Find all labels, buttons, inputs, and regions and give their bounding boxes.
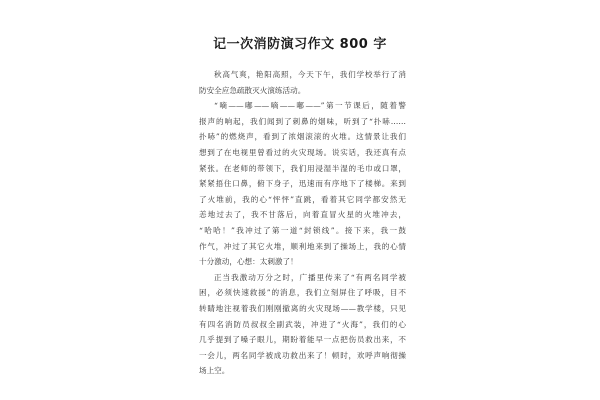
essay-line: “哈哈！”我冲过了第一道“封锁线”。接下来，我一鼓 [199,225,406,235]
essay-line: 场上空。 [199,366,230,376]
essay-line: 恙地过去了，我不甘落后，向着直冒火星的火堆冲去， [199,210,406,220]
essay-line: 扑哧”的燃烧声，看到了浓烟滚滚的火堆。这情景让我们 [199,132,406,142]
essay-body [199,67,406,379]
essay-line: 转睛地注视着我们刚刚撤离的火灾现场——教学楼，只见 [199,303,406,313]
essay-line: 作气，冲过了其它火堆，顺利地来到了操场上，我的心情 [199,241,406,251]
essay-line: 几乎提到了嗓子眼儿，期盼着能早一点把伤员救出来，不 [199,335,406,345]
essay-line: 正当我激动万分之时，广播里传来了“有两名同学被 [214,272,406,282]
essay-line: 报声的响起，我们闻到了刺鼻的烟味，听到了“扑哧…… [199,116,406,126]
essay-line: 想到了在电视里曾看过的火灾现场。说实话，我还真有点 [199,147,406,157]
essay-line: 紧紧捂住口鼻，俯下身子，迅速而有序地下了楼梯。来到 [199,179,406,189]
essay-line: 秋高气爽，艳阳高照，今天下午，我们学校举行了消 [214,70,406,79]
essay-line: 了火堆前，我的心“怦怦”直跳，看着其它同学都安然无 [199,194,406,204]
essay-line: 紧张。在老师的带领下，我们用浸湿半湿的毛巾或口罩， [199,163,406,173]
essay-line: 一会儿，两名同学被成功救出来了！顿时，欢呼声响彻操 [199,350,406,360]
essay-line: “嘀——嘟——嘀——嘟——”第一节课后，随着警 [214,101,406,111]
essay-line: 十分激动，心想：太刺激了！ [199,257,298,267]
essay-line: 防安全应急疏散灭火演练活动。 [199,85,306,95]
essay-line: 有四名消防员叔叔全副武装，冲进了“火海”，我们的心 [199,319,406,329]
document-title: 记一次消防演习作文 800 字 [213,37,387,52]
essay-line: 困，必须快速救援”的消息，我们立刻屏住了呼吸，目不 [199,288,406,298]
